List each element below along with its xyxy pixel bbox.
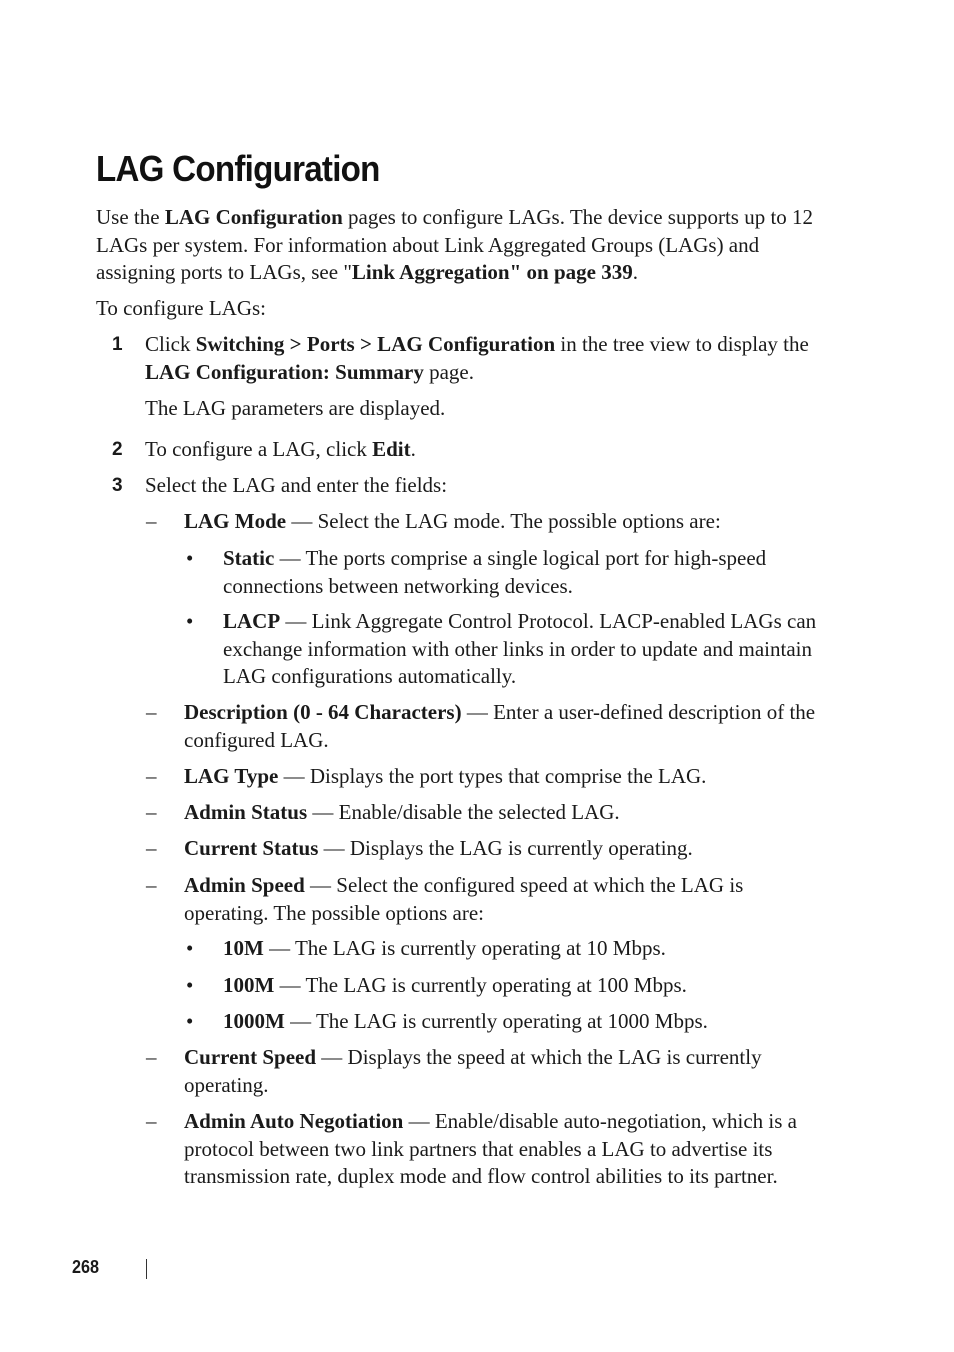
field-label: LAG Type bbox=[184, 764, 279, 788]
intro-paragraph bbox=[96, 204, 816, 287]
step-2-text-1: To configure a LAG, click bbox=[145, 437, 373, 461]
option-label: 100M bbox=[223, 973, 275, 997]
field-label: Admin Speed bbox=[184, 873, 305, 897]
step-number: 3 bbox=[112, 475, 123, 496]
step-1-text-1: Click bbox=[145, 332, 196, 356]
option-label: 10M bbox=[223, 936, 264, 960]
option-label: LACP bbox=[223, 609, 281, 633]
field-desc: — Enter a user-defined description of the configured LAG. bbox=[184, 700, 816, 752]
intro-text-1: Use the bbox=[96, 205, 165, 229]
option-lacp bbox=[223, 608, 823, 691]
step-2-edit: Edit bbox=[372, 437, 411, 461]
option-desc: — The LAG is currently operating at 1000 Mbps. bbox=[284, 1009, 708, 1033]
field-desc: — Enable/disable auto-negotiation, which is a protocol between two link partners that enables a LAG to advertise its transmission rate, duplex mode and flow control abilities to its partner. bbox=[184, 1109, 798, 1188]
field-admin-status bbox=[184, 799, 824, 827]
page-number: 268 bbox=[72, 1257, 100, 1277]
field-label: Current Speed bbox=[184, 1045, 317, 1069]
option-1000m bbox=[223, 1008, 823, 1036]
dash-marker: – bbox=[146, 873, 157, 897]
step-number: 1 bbox=[112, 334, 123, 355]
option-label: 1000M bbox=[223, 1009, 285, 1033]
field-label: Current Status bbox=[184, 836, 319, 860]
field-admin-speed bbox=[184, 872, 799, 927]
option-100m bbox=[223, 972, 823, 1000]
option-desc: — Link Aggregate Control Protocol. LACP-enabled LAGs can exchange information with other links in order to update and maintain LAG configurations automatically. bbox=[223, 609, 817, 688]
field-desc: — Displays the LAG is currently operating. bbox=[318, 836, 693, 860]
step-2-text bbox=[145, 436, 416, 464]
dash-marker: – bbox=[146, 836, 157, 860]
field-current-speed bbox=[184, 1044, 814, 1099]
step-number: 2 bbox=[112, 439, 123, 460]
to-configure-text: To configure LAGs: bbox=[96, 296, 266, 320]
bullet-marker: • bbox=[186, 936, 194, 960]
dash-marker: – bbox=[146, 1045, 157, 1069]
intro-text-2: pages to configure LAGs. The device supports up to 12 LAGs per system. For information about Link Aggregated Groups (LAGs) and assigning ports to LAGs, see " bbox=[96, 205, 814, 284]
step-1-menu-path: Switching > Ports > LAG Configuration bbox=[195, 332, 556, 356]
step-1-page-name: LAG Configuration: Summary bbox=[145, 359, 424, 384]
page-title: LAG Configuration bbox=[96, 148, 380, 189]
field-description bbox=[184, 699, 824, 754]
step-1-text-3: page. bbox=[423, 359, 475, 384]
field-desc: — Displays the port types that comprise the LAG. bbox=[278, 764, 707, 788]
field-label: Admin Auto Negotiation bbox=[184, 1109, 404, 1133]
dash-marker: – bbox=[146, 509, 157, 533]
field-label: LAG Mode bbox=[184, 509, 287, 533]
dash-marker: – bbox=[146, 800, 157, 824]
option-desc: — The LAG is currently operating at 100 Mbps. bbox=[274, 973, 687, 997]
bullet-marker: • bbox=[186, 1009, 194, 1033]
field-label: Description (0 - 64 Characters) bbox=[184, 700, 462, 724]
field-desc: — Select the configured speed at which the LAG is operating. The possible options are: bbox=[184, 873, 744, 925]
intro-bold-1: LAG Configuration bbox=[164, 205, 343, 229]
step-3-text: Select the LAG and enter the fields: bbox=[145, 473, 448, 497]
intro-xref: Link Aggregation" on page 339 bbox=[351, 260, 633, 284]
field-desc: — Select the LAG mode. The possible options are: bbox=[286, 509, 721, 533]
field-admin-auto-negotiation bbox=[184, 1108, 824, 1191]
field-lag-type bbox=[184, 763, 824, 791]
dash-marker: – bbox=[146, 700, 157, 724]
field-label: Admin Status bbox=[184, 800, 308, 824]
bullet-marker: • bbox=[186, 546, 194, 570]
dash-marker: – bbox=[146, 1109, 157, 1133]
field-current-status bbox=[184, 835, 824, 863]
intro-text-3: . bbox=[632, 260, 638, 284]
option-10m bbox=[223, 935, 823, 963]
step-1-note: The LAG parameters are displayed. bbox=[145, 396, 446, 420]
footer-divider bbox=[146, 1259, 147, 1279]
bullet-marker: • bbox=[186, 973, 194, 997]
option-desc: — The ports comprise a single logical port for high-speed connections between networking devices. bbox=[223, 546, 767, 598]
dash-marker: – bbox=[146, 764, 157, 788]
option-label: Static bbox=[223, 546, 275, 570]
field-desc: — Enable/disable the selected LAG. bbox=[307, 800, 620, 824]
field-lag-mode bbox=[184, 508, 824, 536]
step-1-text bbox=[145, 331, 825, 386]
field-desc: — Displays the speed at which the LAG is currently operating. bbox=[184, 1045, 762, 1097]
option-static bbox=[223, 545, 823, 600]
step-2-text-2: . bbox=[410, 437, 416, 461]
option-desc: — The LAG is currently operating at 10 Mbps. bbox=[263, 936, 666, 960]
bullet-marker: • bbox=[186, 609, 194, 633]
step-1-text-2: in the tree view to display the bbox=[555, 332, 809, 356]
